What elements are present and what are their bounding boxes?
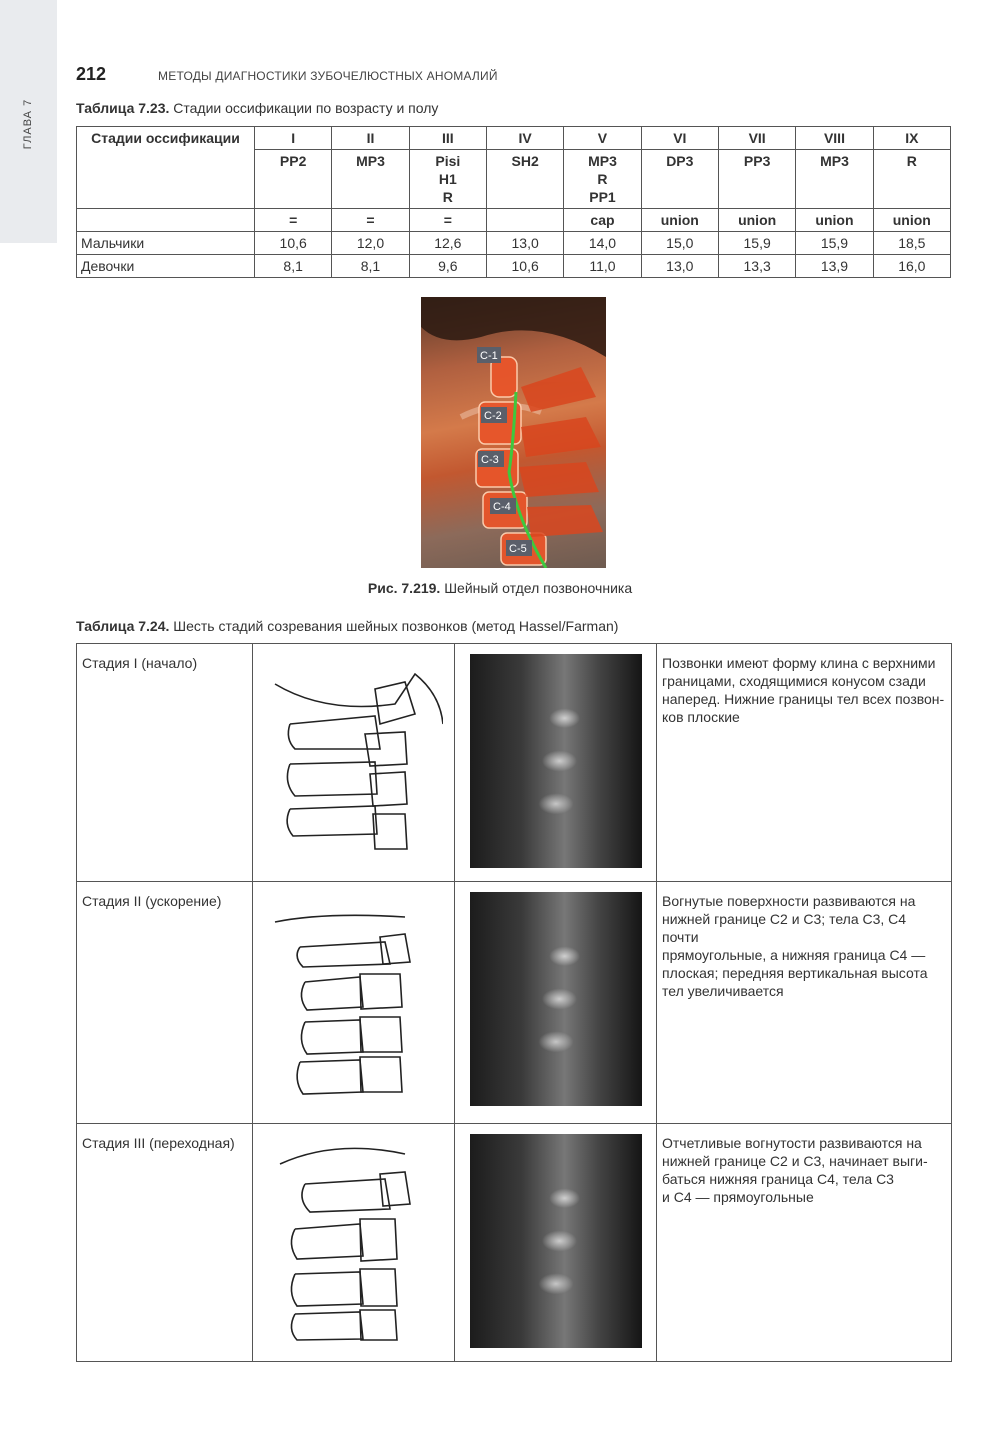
vertebra-drawing: [265, 654, 443, 864]
figure-caption: [0, 580, 1000, 596]
age-cell: 18,5: [873, 232, 950, 255]
bone-code-cell: MP3: [796, 150, 873, 209]
mark-cell: union: [641, 209, 718, 232]
table-row: [77, 882, 952, 1124]
mark-cell: =: [255, 209, 332, 232]
age-cell: 16,0: [873, 255, 950, 278]
bone-code-cell: MP3: [332, 150, 409, 209]
vertebra-drawing-cell: [253, 1124, 455, 1362]
table1-caption: [76, 100, 438, 116]
ossification-table: [76, 126, 951, 278]
chapter-side-tab: [0, 0, 57, 243]
vertebra-label: C-2: [484, 410, 502, 422]
table2-caption-text: Шесть стадий созревания шейных позвонков (метод Hassel/Farman): [169, 618, 619, 634]
bone-code-cell: PP3: [718, 150, 795, 209]
stage-numeral: VI: [641, 127, 718, 150]
age-cell: 13,0: [486, 232, 563, 255]
stage-numeral: VII: [718, 127, 795, 150]
stage-numeral: IV: [486, 127, 563, 150]
stage-numeral: II: [332, 127, 409, 150]
figure-caption-label: Рис. 7.219.: [367, 580, 441, 596]
bone-code-cell: R: [873, 150, 950, 209]
mark-cell: [486, 209, 563, 232]
vertebra-label: C-4: [493, 501, 511, 513]
figure-caption-text: Шейный отдел позвоночника: [440, 580, 633, 596]
row-label-boys: Мальчики: [77, 232, 255, 255]
xray-cell: [455, 1124, 657, 1362]
xray-cell: [455, 644, 657, 882]
table-row: [77, 644, 952, 882]
vertebra-drawing: [265, 1134, 443, 1344]
age-cell: 12,6: [409, 232, 486, 255]
age-cell: 10,6: [255, 232, 332, 255]
bone-code-cell: SH2: [486, 150, 563, 209]
table-row: [77, 255, 951, 278]
stage-numeral: V: [564, 127, 641, 150]
age-cell: 8,1: [255, 255, 332, 278]
age-cell: 10,6: [486, 255, 563, 278]
table1-caption-label: Таблица 7.23.: [76, 100, 170, 116]
age-cell: 11,0: [564, 255, 641, 278]
mark-cell: union: [873, 209, 950, 232]
table2-caption: [76, 618, 618, 634]
table1-caption-text: Стадии оссификации по возрасту и полу: [169, 100, 439, 116]
stage-numeral: VIII: [796, 127, 873, 150]
spine-illustration: [421, 297, 606, 568]
stage-label: Стадия III (переходная): [77, 1124, 253, 1362]
bone-code-cell: Pisi H1 R: [409, 150, 486, 209]
mark-cell: union: [796, 209, 873, 232]
xray-image: [470, 892, 642, 1106]
stage-header: Стадии оссификации: [77, 127, 255, 209]
running-head: МЕТОДЫ ДИАГНОСТИКИ ЗУБОЧЕЛЮСТНЫХ АНОМАЛИЙ: [158, 69, 498, 83]
table-row: [77, 1124, 952, 1362]
age-cell: 15,9: [718, 232, 795, 255]
mark-cell: union: [718, 209, 795, 232]
vertebra-drawing: [265, 892, 443, 1102]
vertebra-label: C-1: [480, 350, 498, 362]
vertebra-drawing-cell: [253, 644, 455, 882]
stage-label: Стадия I (начало): [77, 644, 253, 882]
vertebra-drawing-cell: [253, 882, 455, 1124]
stage-numeral: IX: [873, 127, 950, 150]
xray-image: [470, 1134, 642, 1348]
age-cell: 15,9: [796, 232, 873, 255]
stage-numeral: III: [409, 127, 486, 150]
row-label-girls: Девочки: [77, 255, 255, 278]
bone-code-cell: DP3: [641, 150, 718, 209]
page-number: 212: [76, 64, 107, 84]
age-cell: 13,0: [641, 255, 718, 278]
table-row: [77, 127, 951, 150]
age-cell: 15,0: [641, 232, 718, 255]
empty-cell: [77, 209, 255, 232]
maturation-stages-table: [76, 643, 952, 1362]
vertebra-label: C-5: [509, 543, 527, 555]
vertebra-label: C-3: [481, 454, 499, 466]
age-cell: 13,9: [796, 255, 873, 278]
page-header: [76, 64, 498, 88]
xray-cell: [455, 882, 657, 1124]
mark-cell: =: [409, 209, 486, 232]
xray-image: [470, 654, 642, 868]
cervical-spine-figure: [421, 297, 606, 568]
stage-description: Отчетливые вогнутости развиваются на нижней границе С2 и С3, начинает выги- баться нижняя граница С4, тела С3 и С4 — прямоугольные: [657, 1124, 952, 1362]
mark-cell: =: [332, 209, 409, 232]
stage-description: Вогнутые поверхности развиваются на нижней границе С2 и С3; тела С3, С4 почти прямоугольные, а нижняя граница С4 — плоская; передняя вертикальная высота тел увеличивается: [657, 882, 952, 1124]
age-cell: 12,0: [332, 232, 409, 255]
age-cell: 8,1: [332, 255, 409, 278]
stage-numeral: I: [255, 127, 332, 150]
table2-caption-label: Таблица 7.24.: [76, 618, 170, 634]
stage-description: Позвонки имеют форму клина с верхними границами, сходящимися конусом сзади наперед. Нижние границы тел всех позвон- ков плоские: [657, 644, 952, 882]
bone-code-cell: PP2: [255, 150, 332, 209]
age-cell: 13,3: [718, 255, 795, 278]
chapter-label: ГЛАВА 7: [22, 98, 34, 150]
table-row: [77, 232, 951, 255]
age-cell: 9,6: [409, 255, 486, 278]
mark-cell: cap: [564, 209, 641, 232]
bone-code-cell: MP3 R PP1: [564, 150, 641, 209]
stage-label: Стадия II (ускорение): [77, 882, 253, 1124]
table-row: [77, 209, 951, 232]
age-cell: 14,0: [564, 232, 641, 255]
